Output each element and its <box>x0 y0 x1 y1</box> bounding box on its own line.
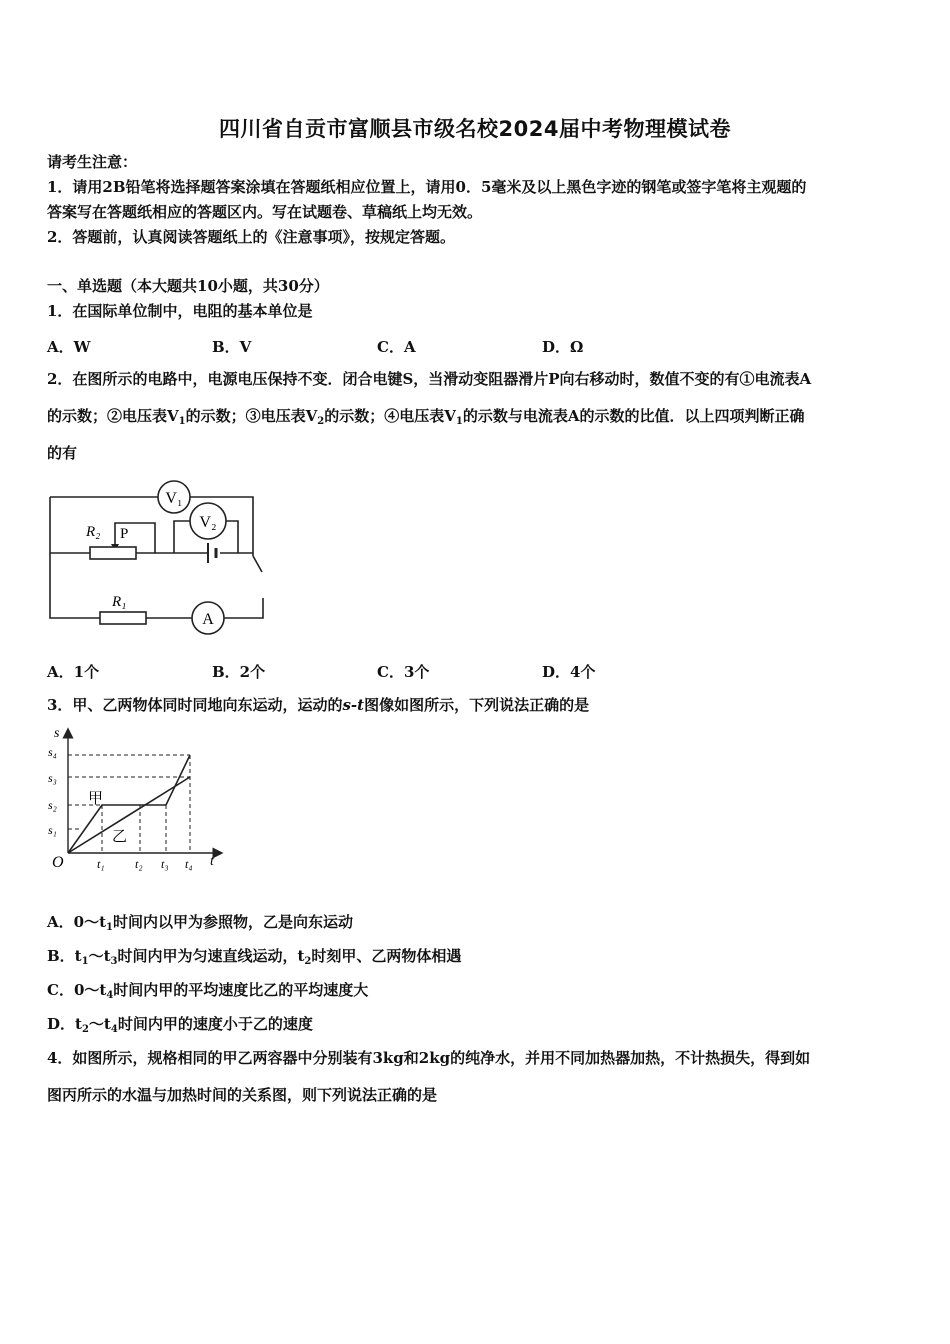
question-2-line-2: 的示数；②电压表$V_1$的示数；③电压表$V_2$的示数；④电压表$V_1$的示数与电流表A的示数的比值．以上四项判断正确 <box>47 407 805 427</box>
y-axis-label: s <box>54 726 60 741</box>
q1-option-c: C．A <box>377 338 416 356</box>
s-t-graph <box>40 725 230 875</box>
label-p: P <box>120 526 129 542</box>
tick-t3: t₃ <box>161 857 169 871</box>
tick-t2: t₂ <box>135 857 143 871</box>
page-title: 四川省自贡市富顺县市级名校2024届中考物理模试卷 <box>219 117 731 141</box>
label-yi: 乙 <box>112 829 128 845</box>
x-axis-label: t <box>210 854 214 869</box>
q1-option-b: B．V <box>212 338 252 356</box>
circuit-diagram <box>40 470 280 640</box>
line-yi <box>68 777 190 853</box>
notice-1-line-1: 1．请用2B铅笔将选择题答案涂填在答题纸相应位置上，请用0．5毫米及以上黑色字迹的钢笔或签字笔将主观题的 <box>47 178 807 196</box>
q2-option-b: B．2个 <box>212 663 266 681</box>
question-2-line-3: 的有 <box>47 444 78 462</box>
tick-t1: t₁ <box>97 857 105 871</box>
question-2-line-1: 2．在图所示的电路中，电源电压保持不变．闭合电键S，当滑动变阻器滑片P向右移动时，数值不变的有①电流表A <box>47 370 812 388</box>
q2-option-a: A．1个 <box>47 663 100 681</box>
label-r1: R₁ <box>112 594 127 610</box>
q3-option-a: A．$0\sim t_1$时间内以甲为参照物，乙是向东运动 <box>47 913 353 933</box>
tick-t4: t₄ <box>185 857 193 871</box>
resistor-r2 <box>90 547 136 559</box>
q2-option-d: D．4个 <box>542 663 596 681</box>
tick-s4: s₄ <box>48 745 57 759</box>
tick-s3: s₃ <box>48 771 57 785</box>
q3-option-d: D．$t_2\sim t_4$时间内甲的速度小于乙的速度 <box>47 1015 313 1035</box>
notice-2: 2．答题前，认真阅读答题纸上的《注意事项》，按规定答题。 <box>47 228 455 246</box>
resistor-r1 <box>100 612 146 624</box>
tick-s1: s₁ <box>48 823 57 837</box>
section-heading: 一、单选题（本大题共10小题，共30分） <box>47 277 329 295</box>
q1-option-d: D．Ω <box>542 338 584 356</box>
q3-option-c: C．$0\sim t_4$时间内甲的平均速度比乙的平均速度大 <box>47 981 369 1001</box>
notice-heading: 请考生注意： <box>47 153 138 171</box>
question-4-line-2: 图丙所示的水温与加热时间的关系图，则下列说法正确的是 <box>47 1086 438 1104</box>
question-1-stem: 1．在国际单位制中，电阻的基本单位是 <box>47 302 313 320</box>
question-4-line-1: 4．如图所示，规格相同的甲乙两容器中分别装有3kg和2kg的纯净水，并用不同加热器加热，不计热损失，得到如 <box>47 1049 811 1067</box>
q3-option-b: B．$t_1\sim t_3$时间内甲为匀速直线运动，$t_2$时刻甲、乙两物体相遇 <box>47 947 462 967</box>
q1-option-a: A．W <box>47 338 91 356</box>
origin-label: O <box>52 854 64 871</box>
line-jia <box>68 755 190 853</box>
label-r2: R₂ <box>86 524 101 540</box>
q2-option-c: C．3个 <box>377 663 430 681</box>
label-jia: 甲 <box>88 791 104 807</box>
label-v1: V₁ <box>165 490 183 507</box>
label-v2: V₂ <box>199 514 217 531</box>
tick-s2: s₂ <box>48 798 57 812</box>
question-3-stem: 3．甲、乙两物体同时同地向东运动，运动的s-t图像如图所示，下列说法正确的是 <box>47 696 590 714</box>
label-a: A <box>202 611 214 628</box>
notice-1-line-2: 答案写在答题纸相应的答题区内。写在试题卷、草稿纸上均无效。 <box>47 203 483 221</box>
